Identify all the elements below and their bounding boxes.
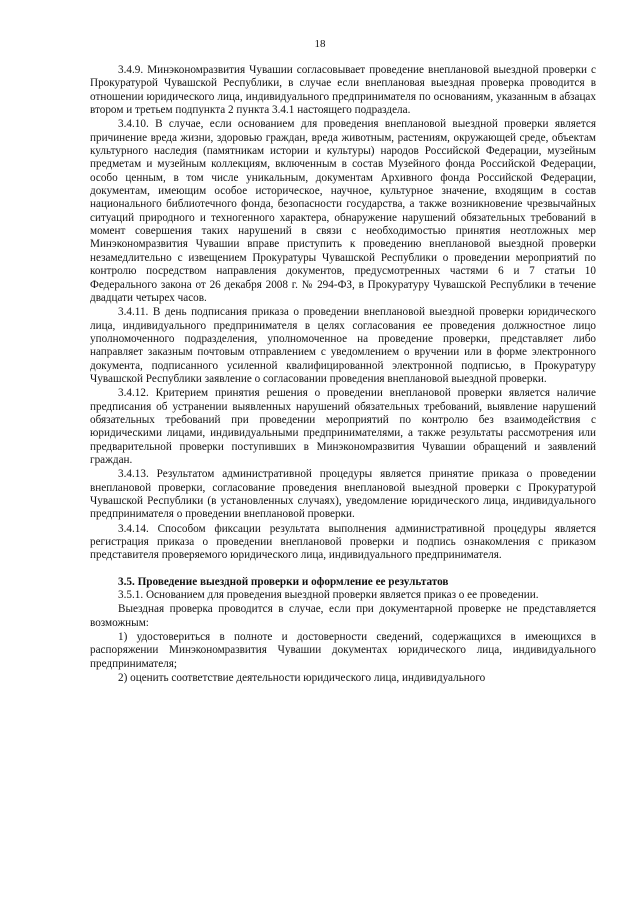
paragraph-3-4-11: 3.4.11. В день подписания приказа о проведении внеплановой выездной проверки юридического лица, индивидуального предпринимателя в целях согласования ее проведения должностное лицо уполномоченного подразделения, уполномоченное на проведение проверки, представляет либо направляет заказным почтовым отправлением с уведомлением о вручении или в форме электронного документа, подписанного усиленной квалифицированной электронной подписью, в Прокуратуру Чувашской Республики заявление о согласовании проведения внеплановой выездной проверки. [90,306,596,385]
section-heading: 3.5. Проведение выездной проверки и оформление ее результатов [118,575,449,588]
paragraph-3-5-1: 3.5.1. Основанием для проведения выездной проверки является приказ о ее проведении. [118,589,539,602]
paragraph-onsite-check-conditions: Выездная проверка проводится в случае, если при документарной проверке не представляется возможным: [90,603,596,629]
paragraph-3-4-12: 3.4.12. Критерием принятия решения о проведении внеплановой проверки является наличие предписания об устранении выявленных нарушений обязательных требований, выявление нарушений обязательных требований при проведении мероприятий по контролю без взаимодействия с юридическими лицами, индивидуальными предпринимателями, а также результаты рассмотрения или предварительной проверки поступивших в Минэкономразвития Чувашии обращений и заявлений граждан. [90,387,596,466]
paragraph-3-4-9: 3.4.9. Минэкономразвития Чувашии согласовывает проведение внеплановой выездной проверки с Прокуратурой Чувашской Республики, в случае если внеплановая выездная проверка проводится в отношении юридического лица, индивидуального предпринимателя по основаниям, указанным в абзацах втором и третьем подпункта 2 пункта 3.4.1 настоящего подраздела. [90,64,596,117]
paragraph-3-4-10: 3.4.10. В случае, если основанием для проведения внеплановой выездной проверки является причинение вреда жизни, здоровью граждан, вреда животным, растениям, окружающей среде, объектам культурного наследия (памятникам истории и культуры) народов Российской Федерации, музейным предметам и музейным коллекциям, включенным в состав Музейного фонда Российской Федерации, особо ценным, в том числе уникальным, документам Архивного фонда Российской Федерации, документам, имеющим особое историческое, научное, культурное значение, входящим в состав национального библиотечного фонда, безопасности государства, а также возникновение чрезвычайных ситуаций природного и техногенного характера, обнаружение нарушений обязательных требований в момент совершения таких нарушений в связи с необходимостью принятия неотложных мер Минэкономразвития Чувашии вправе приступить к проведению внеплановой выездной проверки незамедлительно с извещением Прокуратуры Чувашской Республики о проведении мероприятий по контролю посредством направления документов, предусмотренных частями 6 и 7 статьи 10 Федерального закона от 26 декабря 2008 г. № 294-ФЗ, в Прокуратуру Чувашской Республики в течение двадцати четырех часов. [90,118,596,304]
list-item-1: 1) удостовериться в полноте и достоверности сведений, содержащихся в имеющихся в распоряжении Минэкономразвития Чувашии документах юридического лица, индивидуального предпринимателя; [90,631,596,670]
page-number: 18 [314,38,326,50]
list-item-2: 2) оценить соответствие деятельности юридического лица, индивидуального [118,672,486,685]
paragraph-3-4-14: 3.4.14. Способом фиксации результата выполнения административной процедуры является регистрация приказа о проведении внеплановой проверки и подпись ознакомления с приказом представителя проверяемого юридического лица, индивидуального предпринимателя. [90,522,596,562]
document-body [90,64,596,685]
paragraph-3-4-13: 3.4.13. Результатом административной процедуры является принятие приказа о проведении внеплановой проверки, согласование проведения внеплановой выездной проверки с Прокуратурой Чувашской Республики (в установленных случаях), уведомление юридического лица, индивидуального предпринимателя о проведении внеплановой проверки. [90,468,596,521]
